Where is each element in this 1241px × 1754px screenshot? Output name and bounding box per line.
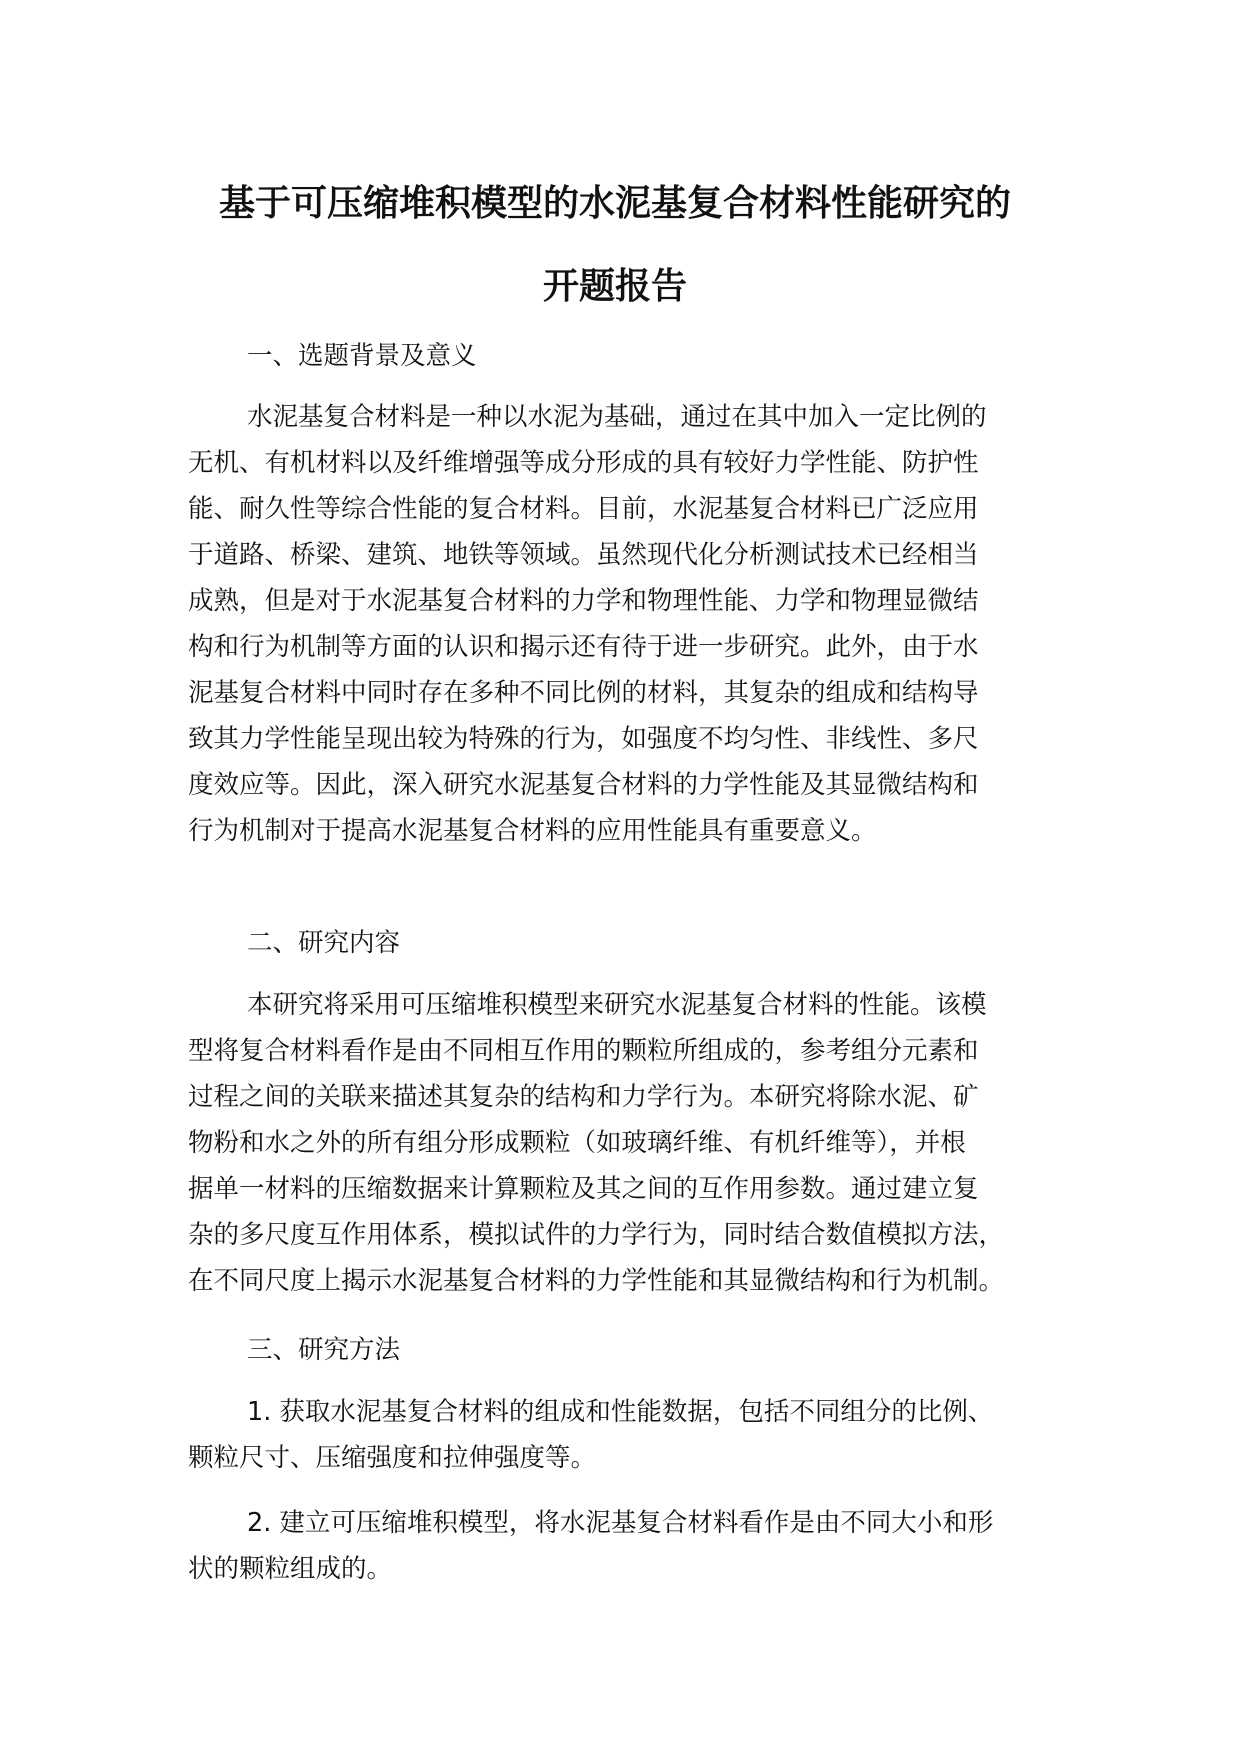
paragraph-line: 2. 建立可压缩堆积模型，将水泥基复合材料看作是由不同大小和形: [247, 1508, 994, 1538]
paragraph-line: 成熟，但是对于水泥基复合材料的力学和物理性能、力学和物理显微结: [188, 586, 979, 616]
section-heading-methods: 三、研究方法: [247, 1335, 401, 1365]
section-heading-background: 一、选题背景及意义: [247, 341, 477, 371]
document-title-line-2: 开题报告: [542, 266, 687, 307]
method-item-2: [188, 1500, 1078, 1592]
paragraph-line: 颗粒尺寸、压缩强度和拉伸强度等。: [188, 1443, 597, 1473]
paragraph-line: 在不同尺度上揭示水泥基复合材料的力学性能和其显微结构和行为机制。: [188, 1266, 1005, 1296]
paragraph-line: 无机、有机材料以及纤维增强等成分形成的具有较好力学性能、防护性: [188, 448, 979, 478]
paragraph-line: 据单一材料的压缩数据来计算颗粒及其之间的互作用参数。通过建立复: [188, 1174, 979, 1204]
paragraph-line: 构和行为机制等方面的认识和揭示还有待于进一步研究。此外，由于水: [188, 632, 979, 662]
paragraph-line: 度效应等。因此，深入研究水泥基复合材料的力学性能及其显微结构和: [188, 770, 979, 800]
paragraph-line: 过程之间的关联来描述其复杂的结构和力学行为。本研究将除水泥、矿: [188, 1082, 979, 1112]
method-item-1: [188, 1389, 1078, 1481]
paragraph-line: 泥基复合材料中同时存在多种不同比例的材料，其复杂的组成和结构导: [188, 678, 979, 708]
paragraph-line: 本研究将采用可压缩堆积模型来研究水泥基复合材料的性能。该模: [247, 990, 987, 1020]
paragraph-line: 状的颗粒组成的。: [188, 1554, 393, 1584]
section-paragraph-content: [188, 982, 1078, 1304]
section-paragraph-background: [188, 394, 1078, 854]
paragraph-line: 致其力学性能呈现出较为特殊的行为，如强度不均匀性、非线性、多尺: [188, 724, 979, 754]
paragraph-line: 行为机制对于提高水泥基复合材料的应用性能具有重要意义。: [188, 816, 877, 846]
paragraph-line: 1. 获取水泥基复合材料的组成和性能数据，包括不同组分的比例、: [247, 1397, 994, 1427]
paragraph-line: 物粉和水之外的所有组分形成颗粒（如玻璃纤维、有机纤维等），并根: [188, 1128, 966, 1158]
section-heading-content: 二、研究内容: [247, 928, 401, 958]
paragraph-line: 型将复合材料看作是由不同相互作用的颗粒所组成的，参考组分元素和: [188, 1036, 979, 1066]
paragraph-line: 水泥基复合材料是一种以水泥为基础，通过在其中加入一定比例的: [247, 402, 987, 432]
paragraph-line: 杂的多尺度互作用体系，模拟试件的力学行为，同时结合数值模拟方法，: [188, 1220, 1005, 1250]
document-title-line-1: 基于可压缩堆积模型的水泥基复合材料性能研究的: [218, 183, 1011, 224]
paragraph-line: 于道路、桥梁、建筑、地铁等领域。虽然现代化分析测试技术已经相当: [188, 540, 979, 570]
paragraph-line: 能、耐久性等综合性能的复合材料。目前，水泥基复合材料已广泛应用: [188, 494, 979, 524]
